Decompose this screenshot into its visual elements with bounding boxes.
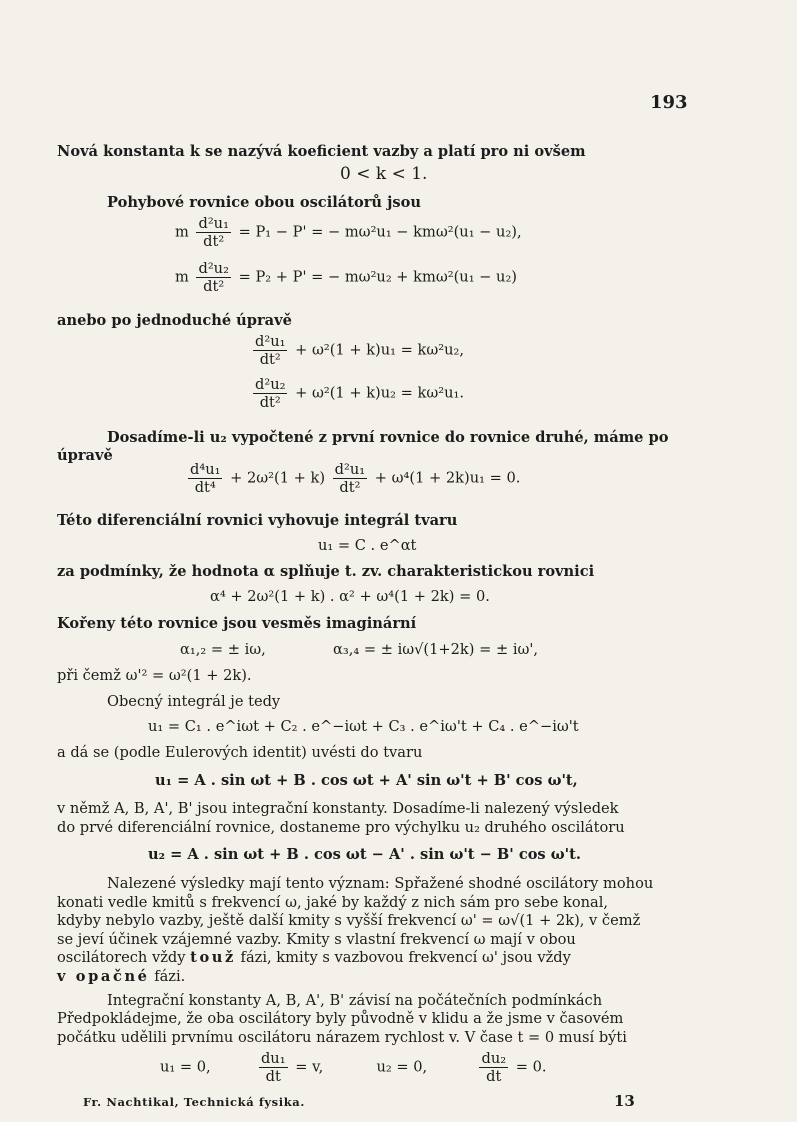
paragraph-13-line-2: Předpokládejme, že oba oscilátory byly původně v klidu a že jsme v časovém [57, 1010, 624, 1027]
equation-6: u₁ = C . e^αt [318, 537, 417, 554]
equation-5 [185, 461, 520, 496]
eq4-rhs: + ω²(1 + k)u₂ = kω²u₁. [295, 384, 464, 402]
paragraph-12-line-1: Nalezené výsledky mají tento význam: Spřažené shodné oscilátory mohou [107, 875, 654, 892]
paragraph-9: Obecný integrál je tedy [107, 693, 281, 710]
paragraph-12-line-4: se jeví účinek vzájemné vazby. Kmity s vlastní frekvencí ω mají v obou [57, 931, 576, 948]
equation-3 [250, 333, 464, 368]
paragraph-1: Nová konstanta k se nazývá koeficient vazby a platí pro ni ovšem [57, 143, 586, 160]
equation-9: u₁ = C₁ . e^iωt + C₂ . e^−iωt + C₃ . e^iω't + C₄ . e^−iω't [148, 718, 579, 735]
equation-2 [175, 260, 517, 295]
paragraph-8: při čemž ω'² = ω²(1 + 2k). [57, 667, 252, 684]
eq12-b-rhs: = v, [295, 1058, 324, 1076]
eq5-num2: d²u₁ [334, 461, 366, 478]
eq5-num1: d⁴u₁ [190, 461, 221, 478]
eq1-num: d²u₁ [198, 215, 229, 232]
paragraph-10: a dá se (podle Eulerových identit) uvésti do tvaru [57, 744, 423, 761]
eq1-lhs: m [175, 223, 189, 241]
eq12-dden: dt [486, 1068, 502, 1085]
eq1-rhs: = P₁ − P' = − mω²u₁ − kmω²(u₁ − u₂), [238, 223, 522, 241]
eq12-d-rhs: = 0. [515, 1058, 547, 1076]
eq5-den2: dt² [339, 479, 361, 496]
eq3-den: dt² [259, 351, 281, 368]
paragraph-7: Kořeny této rovnice jsou vesměs imaginární [57, 615, 417, 632]
paragraph-12-line-2: konati vedle kmitů s frekvencí ω, jaké by každý z nich sám pro sebe konal, [57, 894, 609, 911]
inequality: 0 < k < 1. [340, 164, 428, 184]
eq2-den: dt² [203, 278, 225, 295]
eq4-num: d²u₂ [255, 376, 286, 393]
eq5-rhs: + ω⁴(1 + 2k)u₁ = 0. [374, 469, 521, 487]
p12e-part3: fázi, kmity s vazbovou frekvencí ω' jsou vždy [240, 949, 571, 966]
p12e-emph: touž [190, 949, 236, 966]
eq3-num: d²u₁ [255, 333, 286, 350]
paragraph-2: Pohybové rovnice obou oscilátorů jsou [107, 194, 421, 211]
eq12-a: u₁ = 0, [160, 1058, 211, 1076]
footer-signature-number: 13 [614, 1092, 635, 1110]
paragraph-13-line-1: Integrační konstanty A, B, A', B' závisí na počátečních podmínkách [107, 992, 603, 1009]
equation-8b: α₃,₄ = ± iω√(1+2k) = ± iω', [333, 641, 539, 658]
eq5-mid: + 2ω²(1 + k) [230, 469, 326, 487]
paragraph-5: Této diferenciální rovnici vyhovuje integrál tvaru [57, 512, 458, 529]
paragraph-12-line-3: kdyby nebylo vazby, ještě další kmity s vyšší frekvencí ω' = ω√(1 + 2k), v čemž [57, 912, 641, 929]
paragraph-13-line-3: počátku udělili prvnímu oscilátoru nárazem rychlost v. V čase t = 0 musí býti [57, 1029, 627, 1046]
paragraph-12-line-6 [57, 967, 185, 986]
page-number: 193 [650, 92, 688, 113]
paragraph-12-line-5 [57, 948, 571, 967]
eq12-dnum: du₂ [481, 1050, 507, 1067]
eq12-bnum: du₁ [260, 1050, 286, 1067]
p12e-part1: oscilátorech vždy [57, 949, 186, 966]
p12f-emph: v opačné [57, 968, 150, 985]
p12f-part2: fázi. [154, 968, 186, 985]
paragraph-11-line-2: do prvé diferenciální rovnice, dostaneme pro výchylku u₂ druhého oscilátoru [57, 819, 625, 836]
paragraph-4-line-2: úpravě [57, 447, 113, 464]
eq12-c: u₂ = 0, [376, 1058, 428, 1076]
eq2-lhs: m [175, 268, 189, 286]
paragraph-11-line-1: v němž A, B, A', B' jsou integrační konstanty. Dosadíme-li nalezený výsledek [57, 800, 619, 817]
eq5-den1: dt⁴ [194, 479, 216, 496]
equation-11: u₂ = A . sin ωt + B . cos ωt − A' . sin ω't − B' cos ω't. [148, 846, 581, 863]
eq12-bden: dt [265, 1068, 281, 1085]
equation-4 [250, 376, 464, 411]
equation-12 [160, 1050, 547, 1085]
eq2-num: d²u₂ [198, 260, 229, 277]
paragraph-6: za podmínky, že hodnota α splňuje t. zv. charakteristickou rovnici [57, 563, 595, 580]
eq3-rhs: + ω²(1 + k)u₁ = kω²u₂, [295, 341, 464, 359]
equation-1 [175, 215, 522, 250]
footer-author: Fr. Nachtikal, Technická fysika. [83, 1095, 305, 1109]
paragraph-3: anebo po jednoduché úpravě [57, 312, 292, 329]
eq2-rhs: = P₂ + P' = − mω²u₂ + kmω²(u₁ − u₂) [238, 268, 517, 286]
equation-10: u₁ = A . sin ωt + B . cos ωt + A' sin ω't + B' cos ω't, [155, 772, 578, 789]
eq1-den: dt² [203, 233, 225, 250]
equation-8a: α₁,₂ = ± iω, [180, 641, 266, 658]
equation-7: α⁴ + 2ω²(1 + k) . α² + ω⁴(1 + 2k) = 0. [210, 588, 490, 605]
eq4-den: dt² [259, 394, 281, 411]
paragraph-4-line-1: Dosadíme-li u₂ vypočtené z první rovnice do rovnice druhé, máme po [107, 429, 669, 446]
